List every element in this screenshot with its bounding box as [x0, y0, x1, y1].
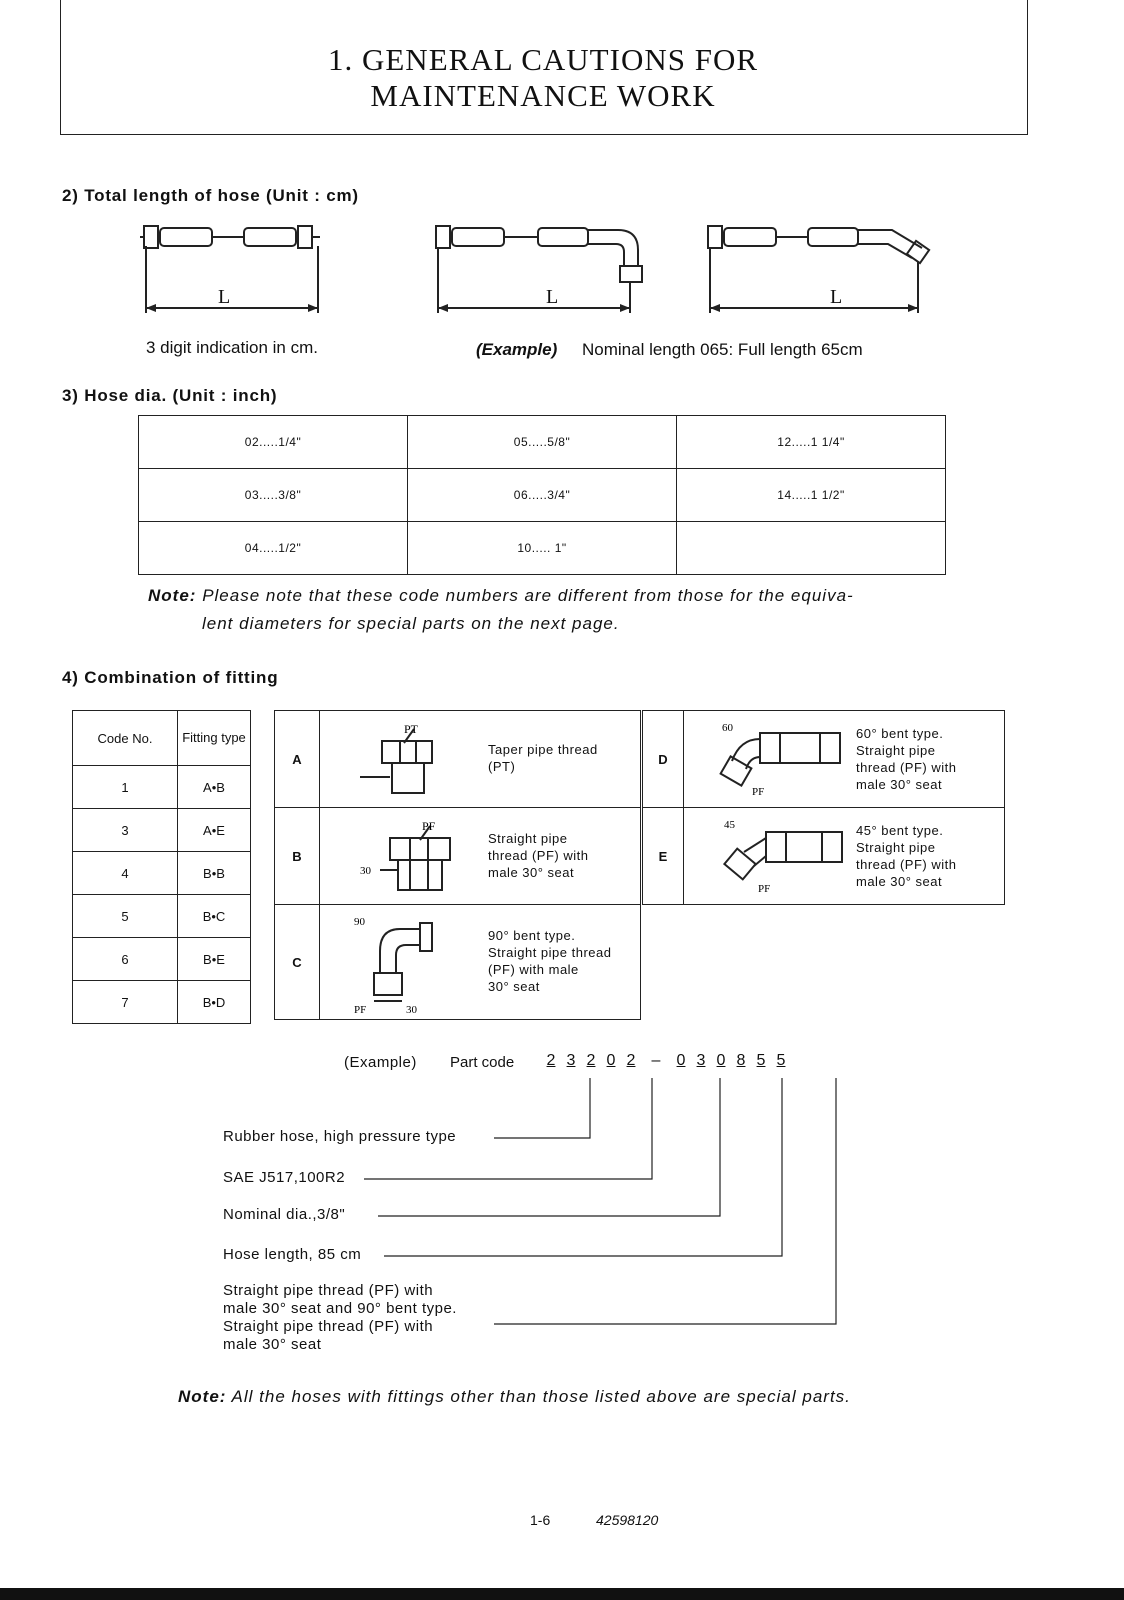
part-code-item-nominal-dia: Nominal dia.,3/8" — [223, 1206, 346, 1223]
table-cell: 06.....3/4" — [408, 469, 677, 522]
forty-five-degree-hose-drawing — [708, 226, 929, 313]
code-cell: 3 — [73, 809, 178, 852]
caption-3digit: 3 digit indication in cm. — [146, 338, 318, 357]
sixty-degree-fitting-icon — [710, 717, 860, 803]
table-cell: 02.....1/4" — [139, 416, 408, 469]
table-cell: 03.....3/8" — [139, 469, 408, 522]
angle-tag-2: 30 — [406, 1004, 417, 1015]
section-combination-heading: 4) Combination of fitting — [62, 668, 279, 687]
fitting-letter: A — [275, 711, 320, 808]
table-row — [73, 809, 251, 852]
part-code-item-fittings: Straight pipe thread (PF) with male 30° seat and 90° bent type. Straight pipe thread (PF) with male 30° seat — [223, 1282, 457, 1353]
length-label-2: L — [546, 286, 559, 308]
note-text-2: lent diameters for special parts on the next page. — [202, 614, 620, 633]
code-cell: 6 — [73, 938, 178, 981]
table-row — [73, 938, 251, 981]
part-code-example-label: (Example) — [344, 1054, 417, 1071]
section-total-length-heading: 2) Total length of hose (Unit : cm) — [62, 186, 359, 205]
table-cell: 05.....5/8" — [408, 416, 677, 469]
angle-tag: 45 — [724, 819, 735, 831]
type-cell: A•B — [178, 766, 251, 809]
fitting-table-right — [642, 710, 1005, 905]
fitting-table-left — [274, 710, 641, 1020]
part-code-digit: 0 — [606, 1052, 616, 1069]
table-cell: 10..... 1" — [408, 522, 677, 575]
caption-example-label: (Example) — [476, 340, 558, 359]
type-cell: B•E — [178, 938, 251, 981]
table-row — [139, 469, 946, 522]
note-text-1: Please note that these code numbers are different from those for the equiva- — [202, 586, 854, 605]
hose-dia-note — [148, 582, 854, 610]
code-cell: 7 — [73, 981, 178, 1024]
ninety-degree-fitting-icon — [350, 911, 460, 1015]
fitting-cell — [320, 711, 641, 808]
type-cell: B•C — [178, 895, 251, 938]
angle-tag: 60 — [722, 722, 733, 734]
fitting-row-c — [275, 905, 641, 1020]
page-title: 1. GENERAL CAUTIONS FOR MAINTENANCE WORK — [327, 42, 759, 113]
document-number: 42598120 — [596, 1512, 659, 1528]
note-label: Note: — [148, 586, 197, 605]
taper-pipe-fitting-icon — [360, 721, 460, 801]
fitting-letter: E — [643, 808, 684, 905]
caption-nominal-length: Nominal length 065: Full length 65cm — [582, 340, 863, 359]
straight-pf-fitting-icon — [350, 818, 460, 898]
fitting-desc: 60° bent type. Straight pipe thread (PF) with male 30° seat — [856, 726, 957, 792]
code-table — [72, 710, 251, 1024]
table-cell: 12.....1 1/4" — [677, 416, 946, 469]
fitting-cell — [684, 711, 1005, 808]
table-cell: 14.....1 1/2" — [677, 469, 946, 522]
fitting-cell — [684, 808, 1005, 905]
table-header-row — [73, 711, 251, 766]
part-code-digit: 2 — [586, 1052, 596, 1069]
part-code-digit: 0 — [716, 1052, 726, 1069]
final-note — [178, 1383, 851, 1411]
fitting-cell — [320, 808, 641, 905]
type-cell: A•E — [178, 809, 251, 852]
part-code-leader-lines — [0, 1070, 1124, 1340]
length-label-1: L — [218, 286, 231, 308]
angle-tag: 90 — [354, 916, 365, 928]
table-row — [73, 766, 251, 809]
header-fitting-type: Fitting type — [178, 711, 251, 766]
fitting-row-e — [643, 808, 1005, 905]
part-code-digit: 8 — [736, 1052, 746, 1069]
type-cell: B•B — [178, 852, 251, 895]
forty-five-degree-fitting-icon — [710, 814, 860, 900]
table-cell: 04.....1/2" — [139, 522, 408, 575]
type-cell: B•D — [178, 981, 251, 1024]
ninety-degree-hose-drawing — [436, 226, 642, 313]
part-code-item-hose-type: Rubber hose, high pressure type — [223, 1128, 457, 1145]
part-code-dash: – — [651, 1052, 661, 1069]
code-cell: 1 — [73, 766, 178, 809]
fitting-row-a — [275, 711, 641, 808]
part-code-item-hose-length: Hose length, 85 cm — [223, 1246, 362, 1263]
fitting-desc: 90° bent type. Straight pipe thread (PF) with male 30° seat — [488, 928, 612, 994]
table-row — [73, 852, 251, 895]
fitting-letter: C — [275, 905, 320, 1020]
section-hose-dia-heading: 3) Hose dia. (Unit : inch) — [62, 386, 278, 405]
header-code-no: Code No. — [73, 711, 178, 766]
pf-tag: PF — [354, 1004, 367, 1015]
code-cell: 5 — [73, 895, 178, 938]
length-label-3: L — [830, 286, 843, 308]
table-row — [139, 416, 946, 469]
angle-tag: 30 — [360, 865, 371, 877]
table-cell — [677, 522, 946, 575]
note-label: Note: — [178, 1387, 227, 1406]
table-row — [73, 981, 251, 1024]
bottom-border — [0, 1588, 1124, 1600]
part-code-digit: 3 — [566, 1052, 576, 1069]
table-row — [139, 522, 946, 575]
final-note-text: All the hoses with fittings other than those listed above are special parts. — [231, 1387, 851, 1406]
part-code-digits — [541, 1052, 791, 1070]
fitting-cell — [320, 905, 641, 1020]
fitting-row-d — [643, 711, 1005, 808]
pf-tag: PF — [758, 883, 771, 895]
hose-length-diagrams — [140, 218, 940, 328]
pf-tag: PF — [752, 786, 765, 798]
part-code-digit: 2 — [546, 1052, 556, 1069]
fitting-desc: Taper pipe thread (PT) — [488, 742, 598, 774]
pf-tag: PF — [422, 819, 436, 833]
fitting-letter: B — [275, 808, 320, 905]
part-code-digit: 5 — [776, 1052, 786, 1069]
code-cell: 4 — [73, 852, 178, 895]
fitting-letter: D — [643, 711, 684, 808]
fitting-desc: Straight pipe thread (PF) with male 30° seat — [488, 831, 589, 880]
fitting-row-b — [275, 808, 641, 905]
part-code-digit: 0 — [676, 1052, 686, 1069]
table-row — [73, 895, 251, 938]
part-code-digit: 5 — [756, 1052, 766, 1069]
part-code-item-sae: SAE J517,100R2 — [223, 1169, 346, 1186]
page-number: 1-6 — [530, 1512, 551, 1528]
part-code-label: Part code — [450, 1054, 515, 1071]
hose-dia-table — [138, 415, 946, 575]
pt-tag: PT — [404, 722, 419, 736]
fitting-desc: 45° bent type. Straight pipe thread (PF) with male 30° seat — [856, 823, 957, 889]
part-code-digit: 3 — [696, 1052, 706, 1069]
part-code-digit: 2 — [626, 1052, 636, 1069]
